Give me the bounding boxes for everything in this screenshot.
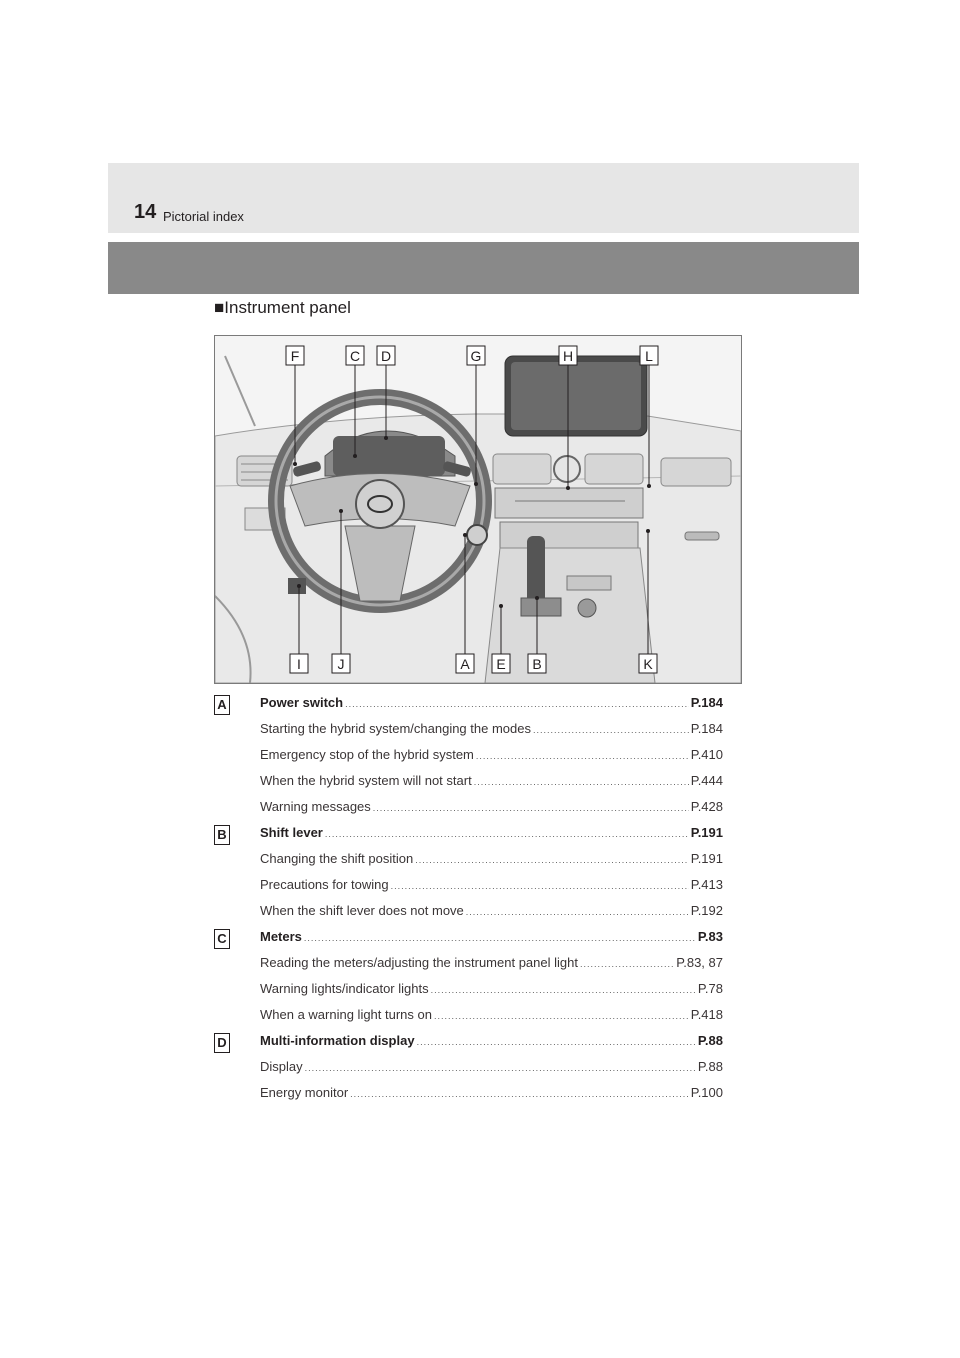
- section-title: Pictorial index: [163, 209, 244, 224]
- callout-label: [528, 654, 546, 673]
- callout-label: [346, 346, 364, 365]
- callout-l: L: [645, 348, 653, 364]
- index-entry[interactable]: [214, 692, 723, 718]
- index-subentry[interactable]: [214, 848, 723, 874]
- callout-label: [640, 346, 658, 365]
- index-subentry[interactable]: [214, 978, 723, 1004]
- page-ref[interactable]: P.418: [690, 1007, 723, 1022]
- index-entry[interactable]: [214, 822, 723, 848]
- item-marker: D: [214, 1033, 230, 1053]
- subentry-text: Warning messages: [260, 799, 371, 814]
- index-subentry[interactable]: [214, 1056, 723, 1082]
- entry-title: Multi-information display: [260, 1033, 415, 1048]
- page-ref[interactable]: P.78: [697, 981, 723, 996]
- callout-e: E: [496, 656, 506, 672]
- subentry-text: Changing the shift position: [260, 851, 414, 866]
- index-subentry[interactable]: [214, 770, 723, 796]
- callout-label: [290, 654, 308, 673]
- callout-label: [332, 654, 350, 673]
- callout-f: F: [290, 348, 300, 364]
- callout-a: A: [460, 656, 470, 672]
- page-ref[interactable]: P.444: [690, 773, 723, 788]
- index-subentry[interactable]: [214, 952, 723, 978]
- subentry-text: When the hybrid system will not start: [260, 773, 472, 788]
- entry-title: Power switch: [260, 695, 344, 710]
- index-subentry[interactable]: [214, 744, 723, 770]
- page-ref[interactable]: P.191: [690, 851, 723, 866]
- index-subentry[interactable]: [214, 1082, 723, 1108]
- index-subentry[interactable]: [214, 874, 723, 900]
- page-ref[interactable]: P.100: [690, 1085, 723, 1100]
- callout-k: K: [643, 656, 653, 672]
- subentry-text: Starting the hybrid system/changing the modes: [260, 721, 531, 736]
- callout-label: [377, 346, 395, 365]
- section-banner: [108, 242, 859, 294]
- subentry-text: When a warning light turns on: [260, 1007, 432, 1022]
- page-ref[interactable]: P.184: [690, 721, 723, 736]
- callout-c: C: [349, 348, 361, 364]
- callout-i: I: [297, 656, 301, 672]
- index-entry[interactable]: [214, 926, 723, 952]
- subheading: ■Instrument panel: [214, 298, 351, 317]
- subentry-text: Emergency stop of the hybrid system: [260, 747, 474, 762]
- page-ref[interactable]: P.83, 87: [676, 955, 723, 970]
- index-entry[interactable]: [214, 1030, 723, 1056]
- subentry-text: Precautions for towing: [260, 877, 389, 892]
- page-ref[interactable]: P.410: [690, 747, 723, 762]
- page-ref[interactable]: P.428: [690, 799, 723, 814]
- page-ref[interactable]: P.88: [697, 1059, 723, 1074]
- index-subentry[interactable]: [214, 1004, 723, 1030]
- callout-d: D: [380, 348, 392, 364]
- page-ref[interactable]: P.184: [690, 695, 723, 710]
- subentry-text: Energy monitor: [260, 1085, 349, 1100]
- callout-label: [492, 654, 510, 673]
- page-ref[interactable]: P.83: [697, 929, 723, 944]
- subentry-text: Display: [260, 1059, 303, 1074]
- page-ref[interactable]: P.88: [697, 1033, 723, 1048]
- item-marker: A: [214, 695, 230, 715]
- index-subentry[interactable]: [214, 900, 723, 926]
- callout-label: [286, 346, 304, 365]
- callout-label: [559, 346, 577, 365]
- callout-label: [456, 654, 474, 673]
- entry-title: Shift lever: [260, 825, 323, 840]
- item-marker: B: [214, 825, 230, 845]
- page-ref[interactable]: P.192: [690, 903, 723, 918]
- callout-j: J: [337, 656, 345, 672]
- page-ref[interactable]: P.413: [690, 877, 723, 892]
- instrument-panel-figure: [214, 335, 742, 684]
- subentry-text: When the shift lever does not move: [260, 903, 464, 918]
- page-number: 14: [134, 201, 157, 223]
- index-subentry[interactable]: [214, 796, 723, 822]
- subentry-text: Warning lights/indicator lights: [260, 981, 429, 996]
- instrument-panel-illustration: [215, 336, 741, 683]
- page-ref[interactable]: P.191: [690, 825, 723, 840]
- entry-title: Meters: [260, 929, 302, 944]
- index-subentry[interactable]: [214, 718, 723, 744]
- callout-b: B: [532, 656, 542, 672]
- callout-g: G: [470, 348, 482, 364]
- callout-label: [467, 346, 485, 365]
- subentry-text: Reading the meters/adjusting the instrument panel light: [260, 955, 578, 970]
- item-marker: C: [214, 929, 230, 949]
- callout-h: H: [562, 348, 574, 364]
- pictorial-index-list: [214, 692, 723, 1108]
- callout-label: [639, 654, 657, 673]
